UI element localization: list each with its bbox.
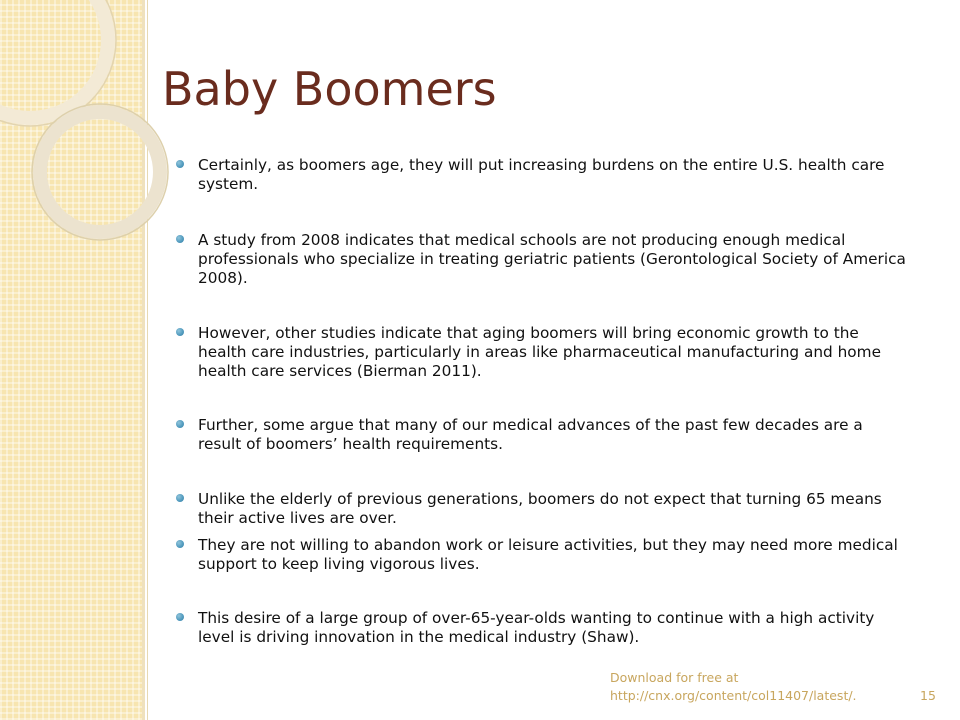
bullet-item bbox=[176, 490, 910, 528]
bullet-item bbox=[176, 324, 910, 381]
bullet-dot-icon bbox=[176, 235, 184, 243]
bullet-dot-icon bbox=[176, 328, 184, 336]
decorative-ring-bottom-edge bbox=[32, 104, 168, 240]
decorative-circles bbox=[0, 0, 200, 280]
footer-download-note bbox=[610, 669, 910, 705]
bullet-dot-icon bbox=[176, 420, 184, 428]
bullet-text: Certainly, as boomers age, they will put increasing burdens on the entire U.S. health care system. bbox=[198, 156, 885, 193]
bullet-item bbox=[176, 609, 910, 647]
page-number: 15 bbox=[920, 688, 936, 703]
bullet-item bbox=[176, 416, 910, 454]
bullet-text: Further, some argue that many of our medical advances of the past few decades are a result of boomers’ health requirements. bbox=[198, 416, 863, 453]
bullet-item bbox=[176, 156, 910, 194]
bullet-dot-icon bbox=[176, 160, 184, 168]
bullet-item bbox=[176, 536, 910, 574]
bullet-dot-icon bbox=[176, 494, 184, 502]
bullet-text: Unlike the elderly of previous generations, boomers do not expect that turning 65 means their active lives are over. bbox=[198, 490, 882, 527]
footer-note-line: Download for free at bbox=[610, 670, 739, 685]
bullet-dot-icon bbox=[176, 613, 184, 621]
bullet-text: They are not willing to abandon work or leisure activities, but they may need more medical support to keep living vigorous lives. bbox=[198, 536, 898, 573]
bullet-text: However, other studies indicate that aging boomers will bring economic growth to the health care industries, particularly in areas like pharmaceutical manufacturing and home health care services (Bierman 2011). bbox=[198, 324, 881, 380]
bullet-dot-icon bbox=[176, 540, 184, 548]
bullet-text: This desire of a large group of over-65-year-olds wanting to continue with a high activity level is driving innovation in the medical industry (Shaw). bbox=[198, 609, 875, 646]
decorative-ring-bottom bbox=[40, 112, 160, 232]
slide-title: Baby Boomers bbox=[162, 62, 497, 116]
bullet-item bbox=[176, 231, 910, 288]
bullet-text: A study from 2008 indicates that medical schools are not producing enough medical professionals who specialize in treating geriatric patients (Gerontological Society of America 2008). bbox=[198, 231, 906, 287]
footer-note-link[interactable]: http://cnx.org/content/col11407/latest/. bbox=[610, 688, 857, 703]
